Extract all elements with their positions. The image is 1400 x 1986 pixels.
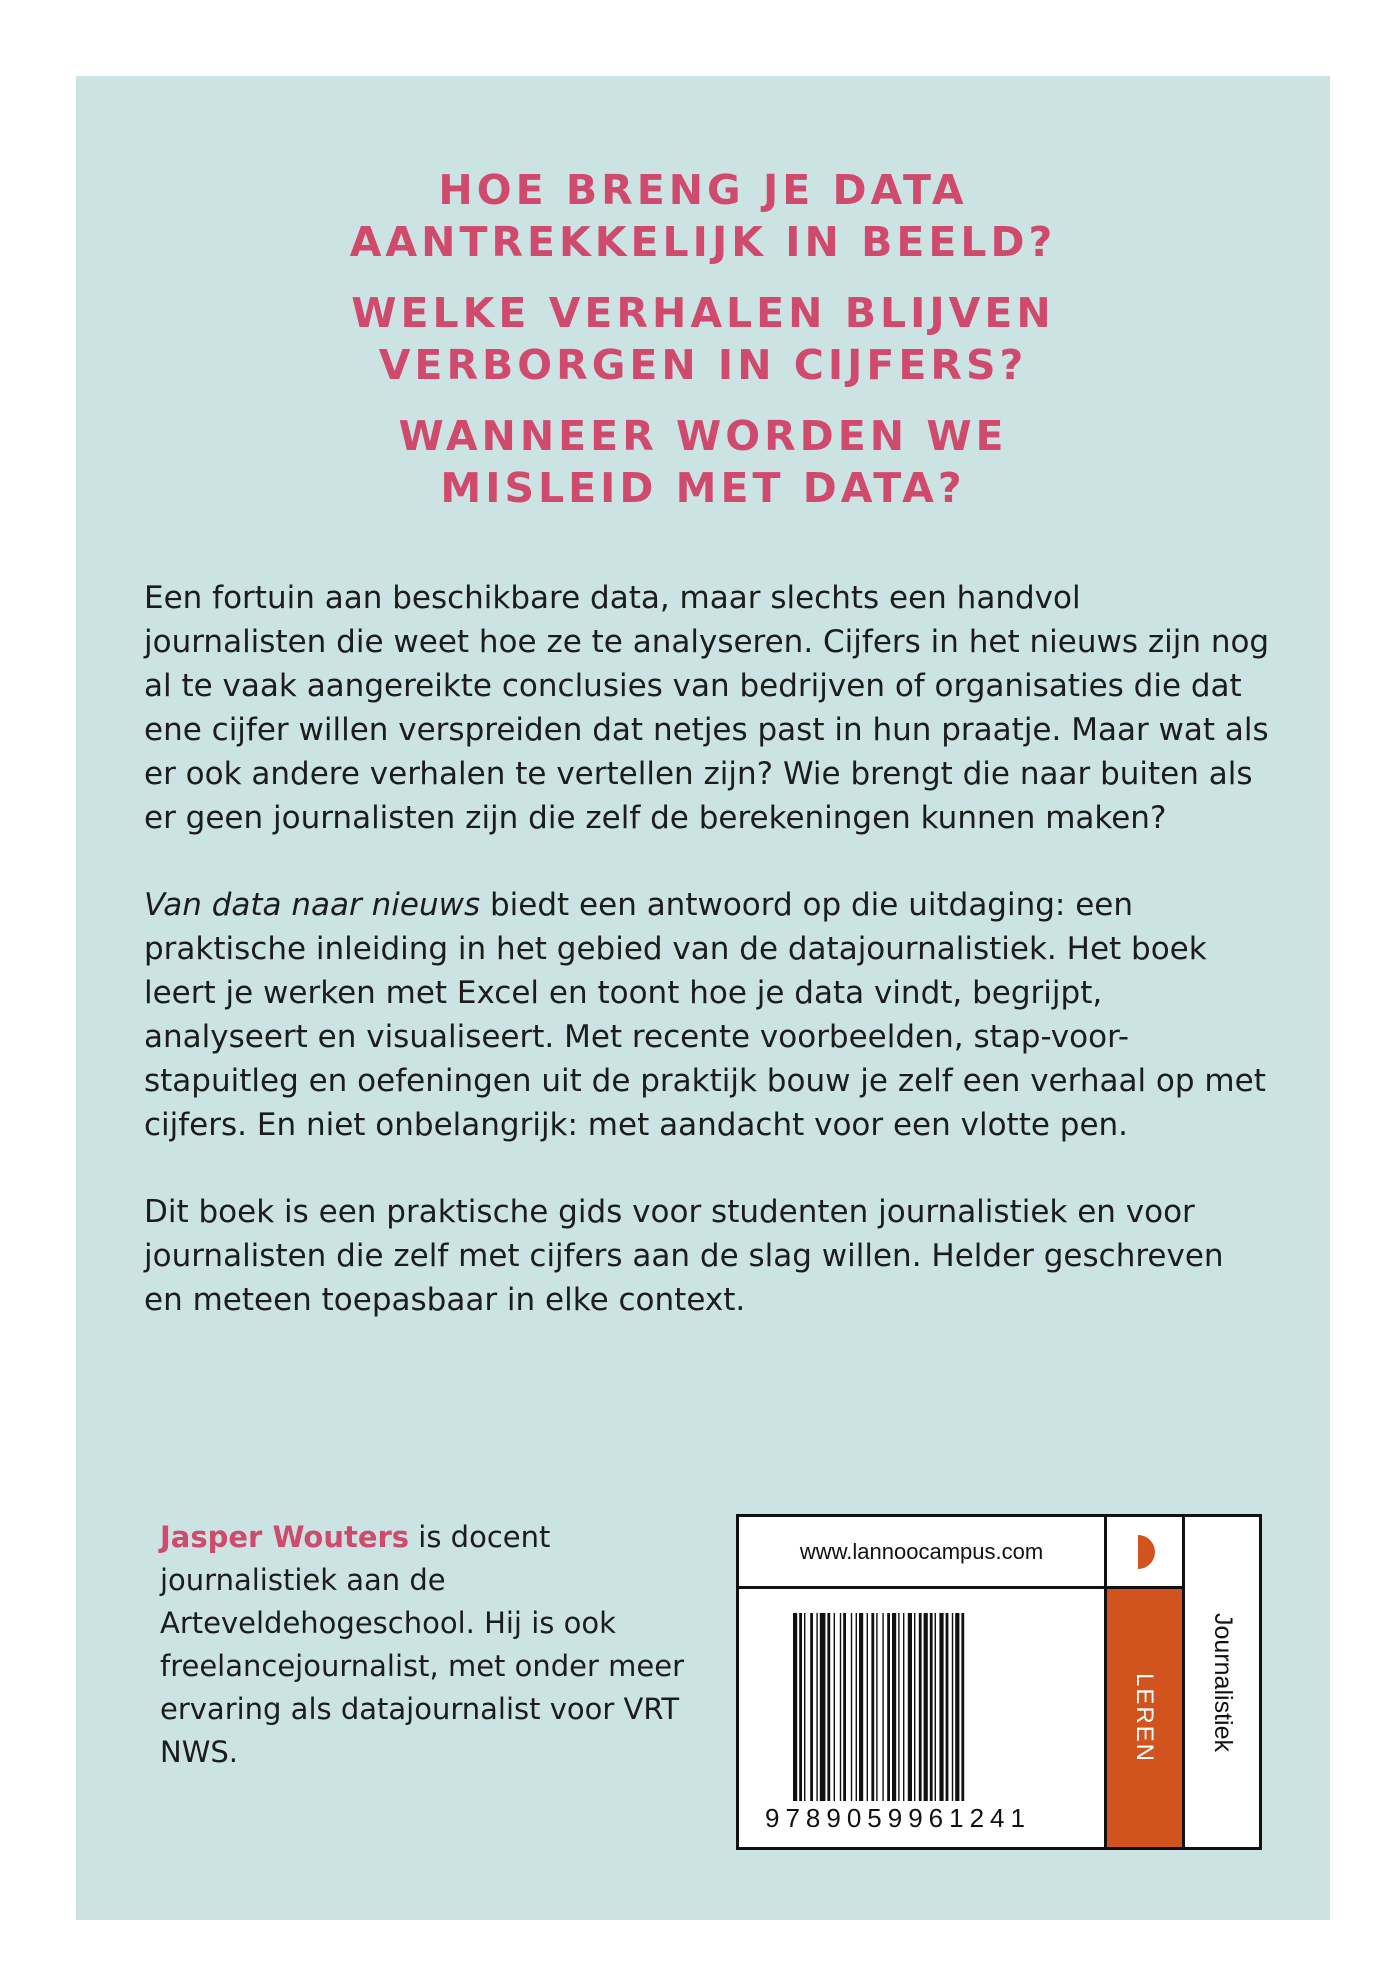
author-bio	[160, 1516, 720, 1774]
category-label: LEREN	[1131, 1672, 1159, 1764]
subject-cell	[1185, 1517, 1259, 1847]
publisher-url[interactable]: www.lannoocampus.com	[739, 1517, 1104, 1589]
headline-3-line-1: WANNEER WORDEN WE	[398, 412, 1008, 460]
subject-label: Journalistiek	[1208, 1612, 1237, 1752]
publisher-logo-cell	[1107, 1517, 1182, 1589]
book-title: Van data naar nieuws	[144, 887, 481, 923]
author-name: Jasper Wouters	[160, 1520, 410, 1554]
blurb-paragraph-2	[144, 883, 1270, 1147]
headline-1-line-1: HOE BRENG JE DATA	[438, 166, 968, 214]
headline-3	[76, 410, 1330, 514]
back-cover	[76, 76, 1330, 1920]
barcode-box	[736, 1514, 1262, 1850]
headline-1	[76, 164, 1330, 268]
headline-3-line-2: MISLEID MET DATA?	[440, 464, 966, 512]
headline-block	[76, 164, 1330, 533]
blurb	[144, 576, 1270, 1365]
headline-2-line-2: VERBORGEN IN CIJFERS?	[378, 341, 1028, 389]
blurb-paragraph-1: Een fortuin aan beschikbare data, maar slechts een handvol journalisten die weet hoe ze te analyseren. Cijfers in het nieuws zijn nog al te vaak aangereikte conclusies van bedrijven of organisaties die dat ene cijfer willen verspreiden dat netjes past in hun praatje. Maar wat als er ook andere verhalen te vertellen zijn? Wie brengt die naar buiten als er geen journalisten zijn die zelf de berekeningen kunnen maken?	[144, 580, 1270, 836]
headline-2	[76, 287, 1330, 391]
category-block	[1107, 1589, 1182, 1847]
blurb-paragraph-2-text: biedt een antwoord op die uitdaging: een praktische inleiding in het gebied van de datajournalistiek. Het boek leert je werken met Excel en toont hoe je data vindt, begrijpt, analyseert en visualiseert. Met recente voorbeelden, stap-voor-stapuitleg en oefeningen uit de praktijk bouw je zelf een verhaal op met cijfers. En niet onbelangrijk: met aandacht voor een vlotte pen.	[144, 887, 1266, 1143]
author-bio-text: is docent journalistiek aan de Arteveldehogeschool. Hij is ook freelancejournalist, met onder meer ervaring als datajournalist voor VRT NWS.	[160, 1520, 684, 1769]
headline-2-line-1: WELKE VERHALEN BLIJVEN	[351, 289, 1055, 337]
isbn-number: 9789059961241	[765, 1803, 1031, 1833]
blurb-paragraph-3: Dit boek is een praktische gids voor studenten journalistiek en voor journalisten die zelf met cijfers aan de slag willen. Helder geschreven en meteen toepasbaar in elke context.	[144, 1194, 1224, 1318]
headline-1-line-2: AANTREKKELIJK IN BEELD?	[349, 218, 1057, 266]
barcode-icon	[793, 1613, 1058, 1813]
publisher-logo-icon	[1107, 1517, 1182, 1586]
